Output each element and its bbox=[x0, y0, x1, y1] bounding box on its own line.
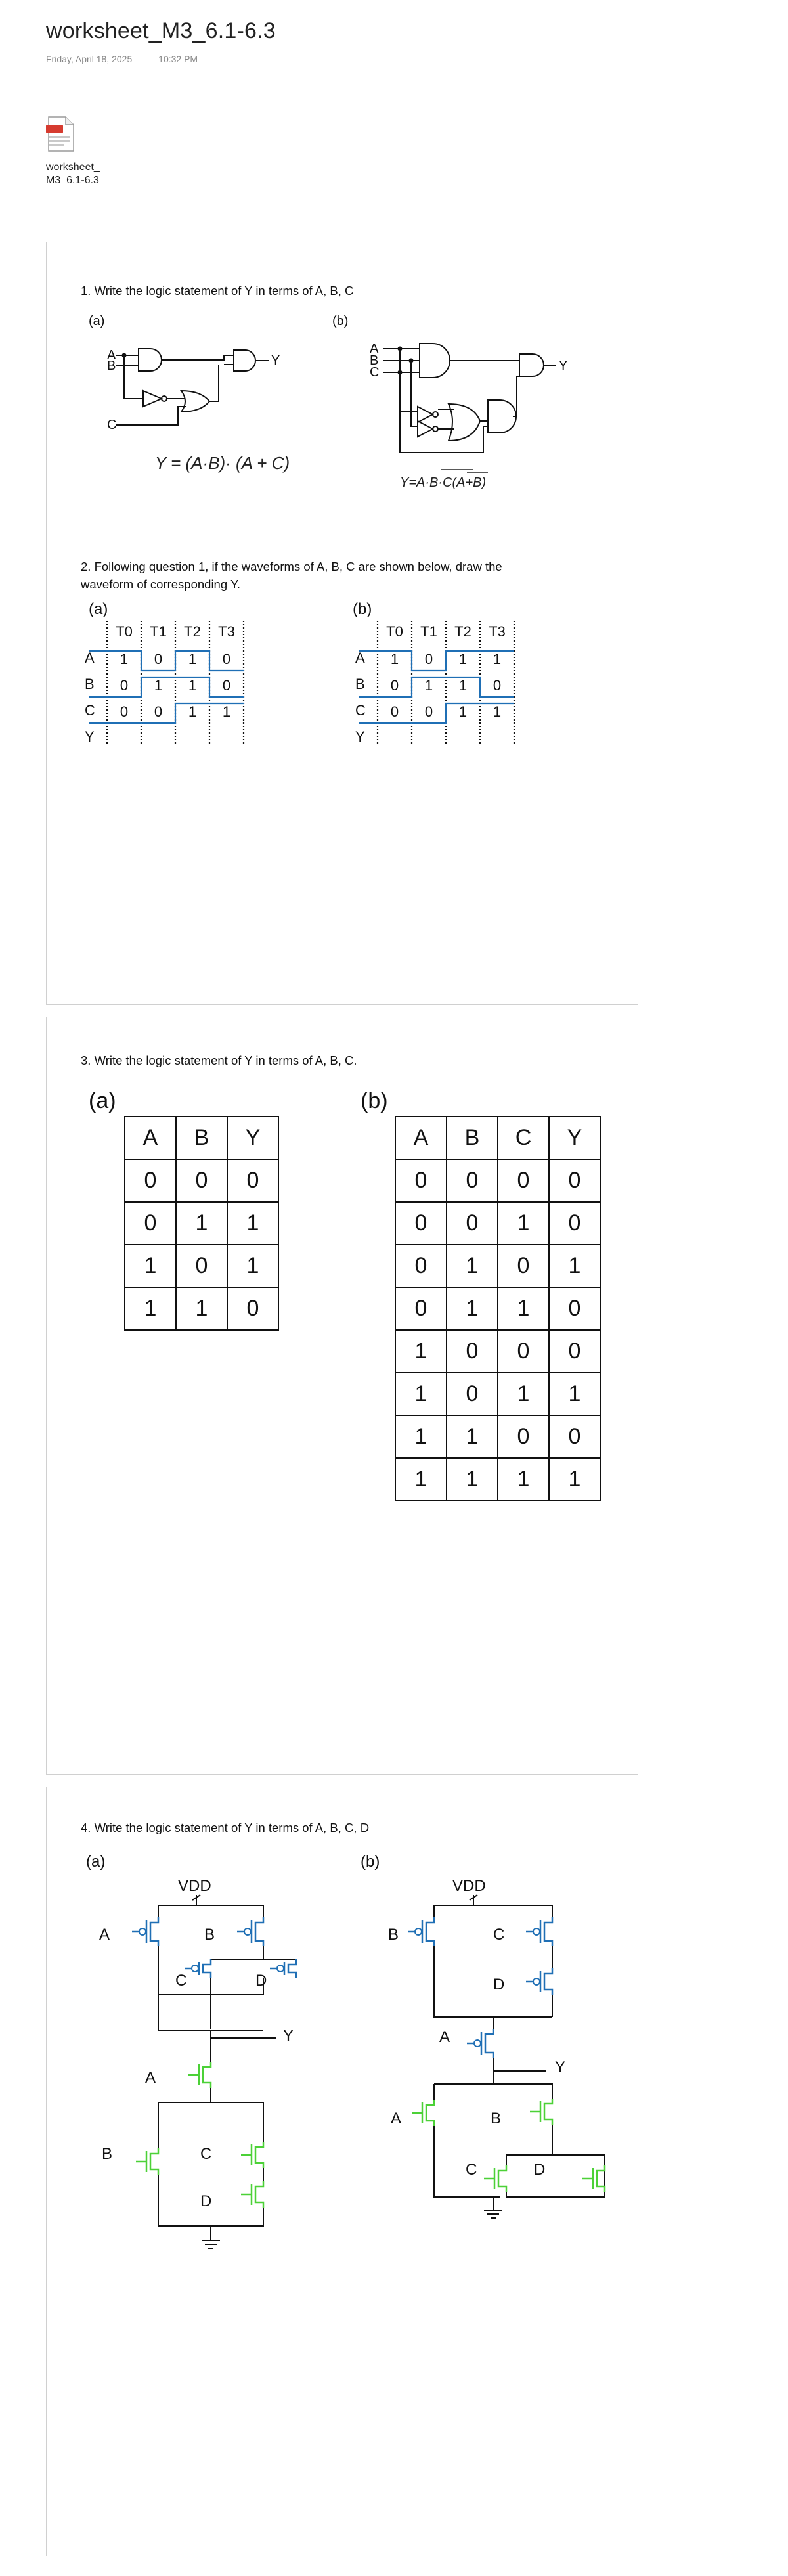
q2b-time-label: T2 bbox=[454, 623, 471, 640]
q2a-value: 0 bbox=[222, 651, 231, 667]
q1b-input-c: C bbox=[370, 365, 380, 380]
q1b-label: (b) bbox=[332, 314, 349, 328]
nmos-transistor bbox=[498, 2165, 506, 2192]
q4a-pmos-c-label: C bbox=[175, 1972, 187, 1989]
q2b-value: 1 bbox=[458, 703, 468, 720]
q2b-value: 1 bbox=[390, 651, 399, 667]
q2b-value: 1 bbox=[492, 651, 502, 667]
pmos-transistor bbox=[544, 1917, 552, 1946]
pmos-transistor bbox=[544, 1968, 552, 1995]
page-timestamp bbox=[46, 54, 198, 64]
q2b-value: 0 bbox=[424, 651, 433, 667]
question-3: 3. Write the logic statement of Y in terms of A, B, C. bbox=[81, 1054, 357, 1067]
q4a-nmos-a-label: A bbox=[145, 2069, 156, 2087]
q2a-time-label: T2 bbox=[184, 623, 201, 640]
q4b-nmos-b-label: B bbox=[491, 2110, 502, 2127]
pmos-transistor bbox=[485, 2029, 493, 2058]
q4a-nmos-b-label: B bbox=[102, 2145, 113, 2163]
q1a-input-b: B bbox=[107, 359, 116, 373]
q2b-row-label: Y bbox=[355, 728, 365, 745]
q4b-nmos-a-label: A bbox=[391, 2110, 402, 2127]
table-row: 0 0 1 0 bbox=[395, 1202, 600, 1245]
pmos-transistor bbox=[426, 1917, 434, 1946]
q2b-value: 1 bbox=[458, 651, 468, 667]
q4a-nmos-d-label: D bbox=[200, 2192, 212, 2210]
q4b-pmos-c-label: C bbox=[493, 1926, 505, 1943]
q2a-time-label: T0 bbox=[116, 623, 133, 640]
q3b-truth-table bbox=[395, 1116, 601, 1501]
pmos-bubble bbox=[139, 1928, 146, 1935]
pmos-bubble bbox=[192, 1965, 198, 1972]
table-row: 0 0 0 bbox=[125, 1159, 278, 1202]
q2a-waveform bbox=[85, 621, 244, 745]
q2b-signal-trace bbox=[359, 677, 514, 697]
nmos-transistor bbox=[544, 2099, 552, 2125]
q2a-signal-trace bbox=[89, 677, 244, 697]
q2b-value: 0 bbox=[390, 677, 399, 694]
q4a-nmos-c-label: C bbox=[200, 2145, 212, 2163]
q2a-value: 1 bbox=[188, 703, 197, 720]
q2a-value: 1 bbox=[188, 651, 197, 667]
q2b-row-label: C bbox=[355, 702, 366, 719]
q4b-wiring bbox=[434, 1895, 605, 2218]
q2b-time-label: T0 bbox=[386, 623, 403, 640]
q4a-output-label: Y bbox=[283, 2027, 294, 2045]
q4b-vdd-label: VDD bbox=[452, 1877, 486, 1895]
q2a-row-label: A bbox=[85, 650, 95, 666]
nmos-transistor bbox=[426, 2100, 434, 2126]
q4a-pmos-d-label: D bbox=[255, 1972, 267, 1989]
q2b-value: 0 bbox=[424, 703, 433, 720]
q1a-input-c: C bbox=[107, 418, 117, 432]
q2a-value: 1 bbox=[222, 703, 231, 720]
pmos-bubble bbox=[474, 2040, 481, 2047]
q2a-time-label: T1 bbox=[150, 623, 167, 640]
page-title: worksheet_M3_6.1-6.3 bbox=[46, 18, 276, 43]
q3a-label: (a) bbox=[89, 1088, 116, 1113]
pmos-bubble bbox=[533, 1928, 540, 1935]
nmos-transistor bbox=[255, 2181, 263, 2208]
worksheet-page-3 bbox=[46, 1787, 638, 2556]
page-time: 10:32 PM bbox=[158, 54, 198, 64]
q2b-label: (b) bbox=[353, 600, 372, 618]
q2b-value: 0 bbox=[492, 677, 502, 694]
q1b-input-b: B bbox=[370, 353, 379, 368]
question-1: 1. Write the logic statement of Y in terms of A, B, C bbox=[81, 284, 354, 298]
q2b-value: 1 bbox=[492, 703, 502, 720]
pdf-file-icon bbox=[46, 116, 76, 152]
q2b-row-label: A bbox=[355, 650, 365, 666]
pmos-bubble bbox=[277, 1965, 284, 1972]
q2b-value: 1 bbox=[458, 677, 468, 694]
q4b-nmos-network bbox=[412, 2099, 605, 2192]
q4b-pmos-a-label: A bbox=[439, 2028, 450, 2046]
q4b-nmos-c-label: C bbox=[466, 2161, 477, 2179]
question-4: 4. Write the logic statement of Y in terms of A, B, C, D bbox=[81, 1821, 370, 1834]
q2a-value: 1 bbox=[154, 677, 163, 694]
q2a-value: 0 bbox=[222, 677, 231, 694]
q2a-row-label: B bbox=[85, 676, 95, 692]
q2b-signal-trace bbox=[359, 703, 514, 723]
q1a-handwritten-answer: Y = (A·B)· (A + C) bbox=[155, 453, 290, 473]
table-row: 0 1 1 bbox=[125, 1202, 278, 1245]
q2b-row-label: B bbox=[355, 676, 365, 692]
table-header-row: A B Y bbox=[125, 1117, 278, 1159]
q1a-circuit bbox=[116, 349, 269, 425]
q2b-waveform bbox=[355, 621, 514, 745]
q1b-input-a: A bbox=[370, 342, 379, 356]
q4a-vdd-label: VDD bbox=[178, 1877, 211, 1895]
table-header-row: A B C Y bbox=[395, 1117, 600, 1159]
worksheet-page-1 bbox=[46, 242, 638, 1005]
nmos-transistor bbox=[255, 2142, 263, 2168]
table-row: 1 1 1 1 bbox=[395, 1458, 600, 1501]
table-row: 0 0 0 0 bbox=[395, 1159, 600, 1202]
q2b-time-label: T3 bbox=[489, 623, 506, 640]
pmos-transistor bbox=[203, 1959, 211, 1978]
table-row: 1 1 0 0 bbox=[395, 1415, 600, 1458]
q2a-value: 0 bbox=[120, 703, 129, 720]
q4b-label: (b) bbox=[361, 1853, 380, 1871]
question-2: 2. Following question 1, if the waveforms of A, B, C are shown below, draw the waveform of corresponding Y. bbox=[81, 560, 502, 591]
table-row: 1 0 1 bbox=[125, 1245, 278, 1287]
pmos-bubble bbox=[533, 1978, 540, 1985]
nmos-transistor bbox=[203, 2062, 211, 2088]
q4b-pmos-network bbox=[408, 1917, 552, 2058]
pdf-attachment[interactable] bbox=[46, 116, 138, 187]
q2b-signal-trace bbox=[359, 651, 514, 671]
q4b-pmos-b-label: B bbox=[388, 1926, 399, 1943]
table-row: 0 1 0 1 bbox=[395, 1245, 600, 1287]
q3b-label: (b) bbox=[361, 1088, 388, 1113]
q4a-label: (a) bbox=[86, 1853, 106, 1871]
q4a-wiring bbox=[158, 1895, 296, 2248]
q2b-time-label: T1 bbox=[420, 623, 437, 640]
q2a-time-label: T3 bbox=[218, 623, 235, 640]
q2a-value: 0 bbox=[154, 651, 163, 667]
q4a-pmos-b-label: B bbox=[204, 1926, 215, 1943]
pmos-bubble bbox=[415, 1928, 422, 1935]
table-row: 0 1 1 0 bbox=[395, 1287, 600, 1330]
q2a-row-label: C bbox=[85, 702, 95, 719]
q2b-value: 0 bbox=[390, 703, 399, 720]
table-row: 1 1 0 bbox=[125, 1287, 278, 1330]
q1a-label: (a) bbox=[89, 314, 105, 328]
attachment-name: worksheet_ M3_6.1-6.3 bbox=[46, 162, 100, 186]
pmos-transistor bbox=[288, 1959, 296, 1978]
pmos-bubble bbox=[244, 1928, 251, 1935]
pmos-transistor bbox=[255, 1917, 263, 1946]
table-row: 1 0 1 1 bbox=[395, 1373, 600, 1415]
q2a-label: (a) bbox=[89, 600, 108, 618]
q2a-value: 1 bbox=[120, 651, 129, 667]
q2a-signal-trace bbox=[89, 703, 244, 723]
q4b-pmos-d-label: D bbox=[493, 1976, 505, 1993]
q2a-value: 0 bbox=[120, 677, 129, 694]
q1a-input-a: A bbox=[107, 348, 116, 363]
q3a-truth-table bbox=[124, 1116, 279, 1331]
q1b-circuit bbox=[383, 344, 556, 453]
q2-waveform-grids bbox=[47, 597, 638, 807]
q4a-pmos-a-label: A bbox=[99, 1926, 110, 1943]
q2b-value: 1 bbox=[424, 677, 433, 694]
q1-circuit-diagrams bbox=[47, 301, 638, 518]
q2a-row-label: Y bbox=[85, 728, 95, 745]
page-date: Friday, April 18, 2025 bbox=[46, 54, 133, 64]
table-row: 1 0 0 0 bbox=[395, 1330, 600, 1373]
q4b-output-label: Y bbox=[555, 2058, 566, 2076]
q1a-output-y: Y bbox=[271, 353, 280, 368]
nmos-transistor bbox=[150, 2148, 158, 2175]
q2a-signal-trace bbox=[89, 651, 244, 671]
q1b-handwritten-answer: Y=A·B·C(A+B) bbox=[400, 476, 487, 490]
pmos-transistor bbox=[150, 1917, 158, 1946]
q4b-nmos-d-label: D bbox=[534, 2161, 546, 2179]
q2a-value: 1 bbox=[188, 677, 197, 694]
worksheet-page-2 bbox=[46, 1017, 638, 1775]
nmos-transistor bbox=[597, 2165, 605, 2192]
q1b-output-y: Y bbox=[559, 359, 568, 373]
q4-cmos-schematics bbox=[47, 1866, 638, 2457]
q2a-value: 0 bbox=[154, 703, 163, 720]
